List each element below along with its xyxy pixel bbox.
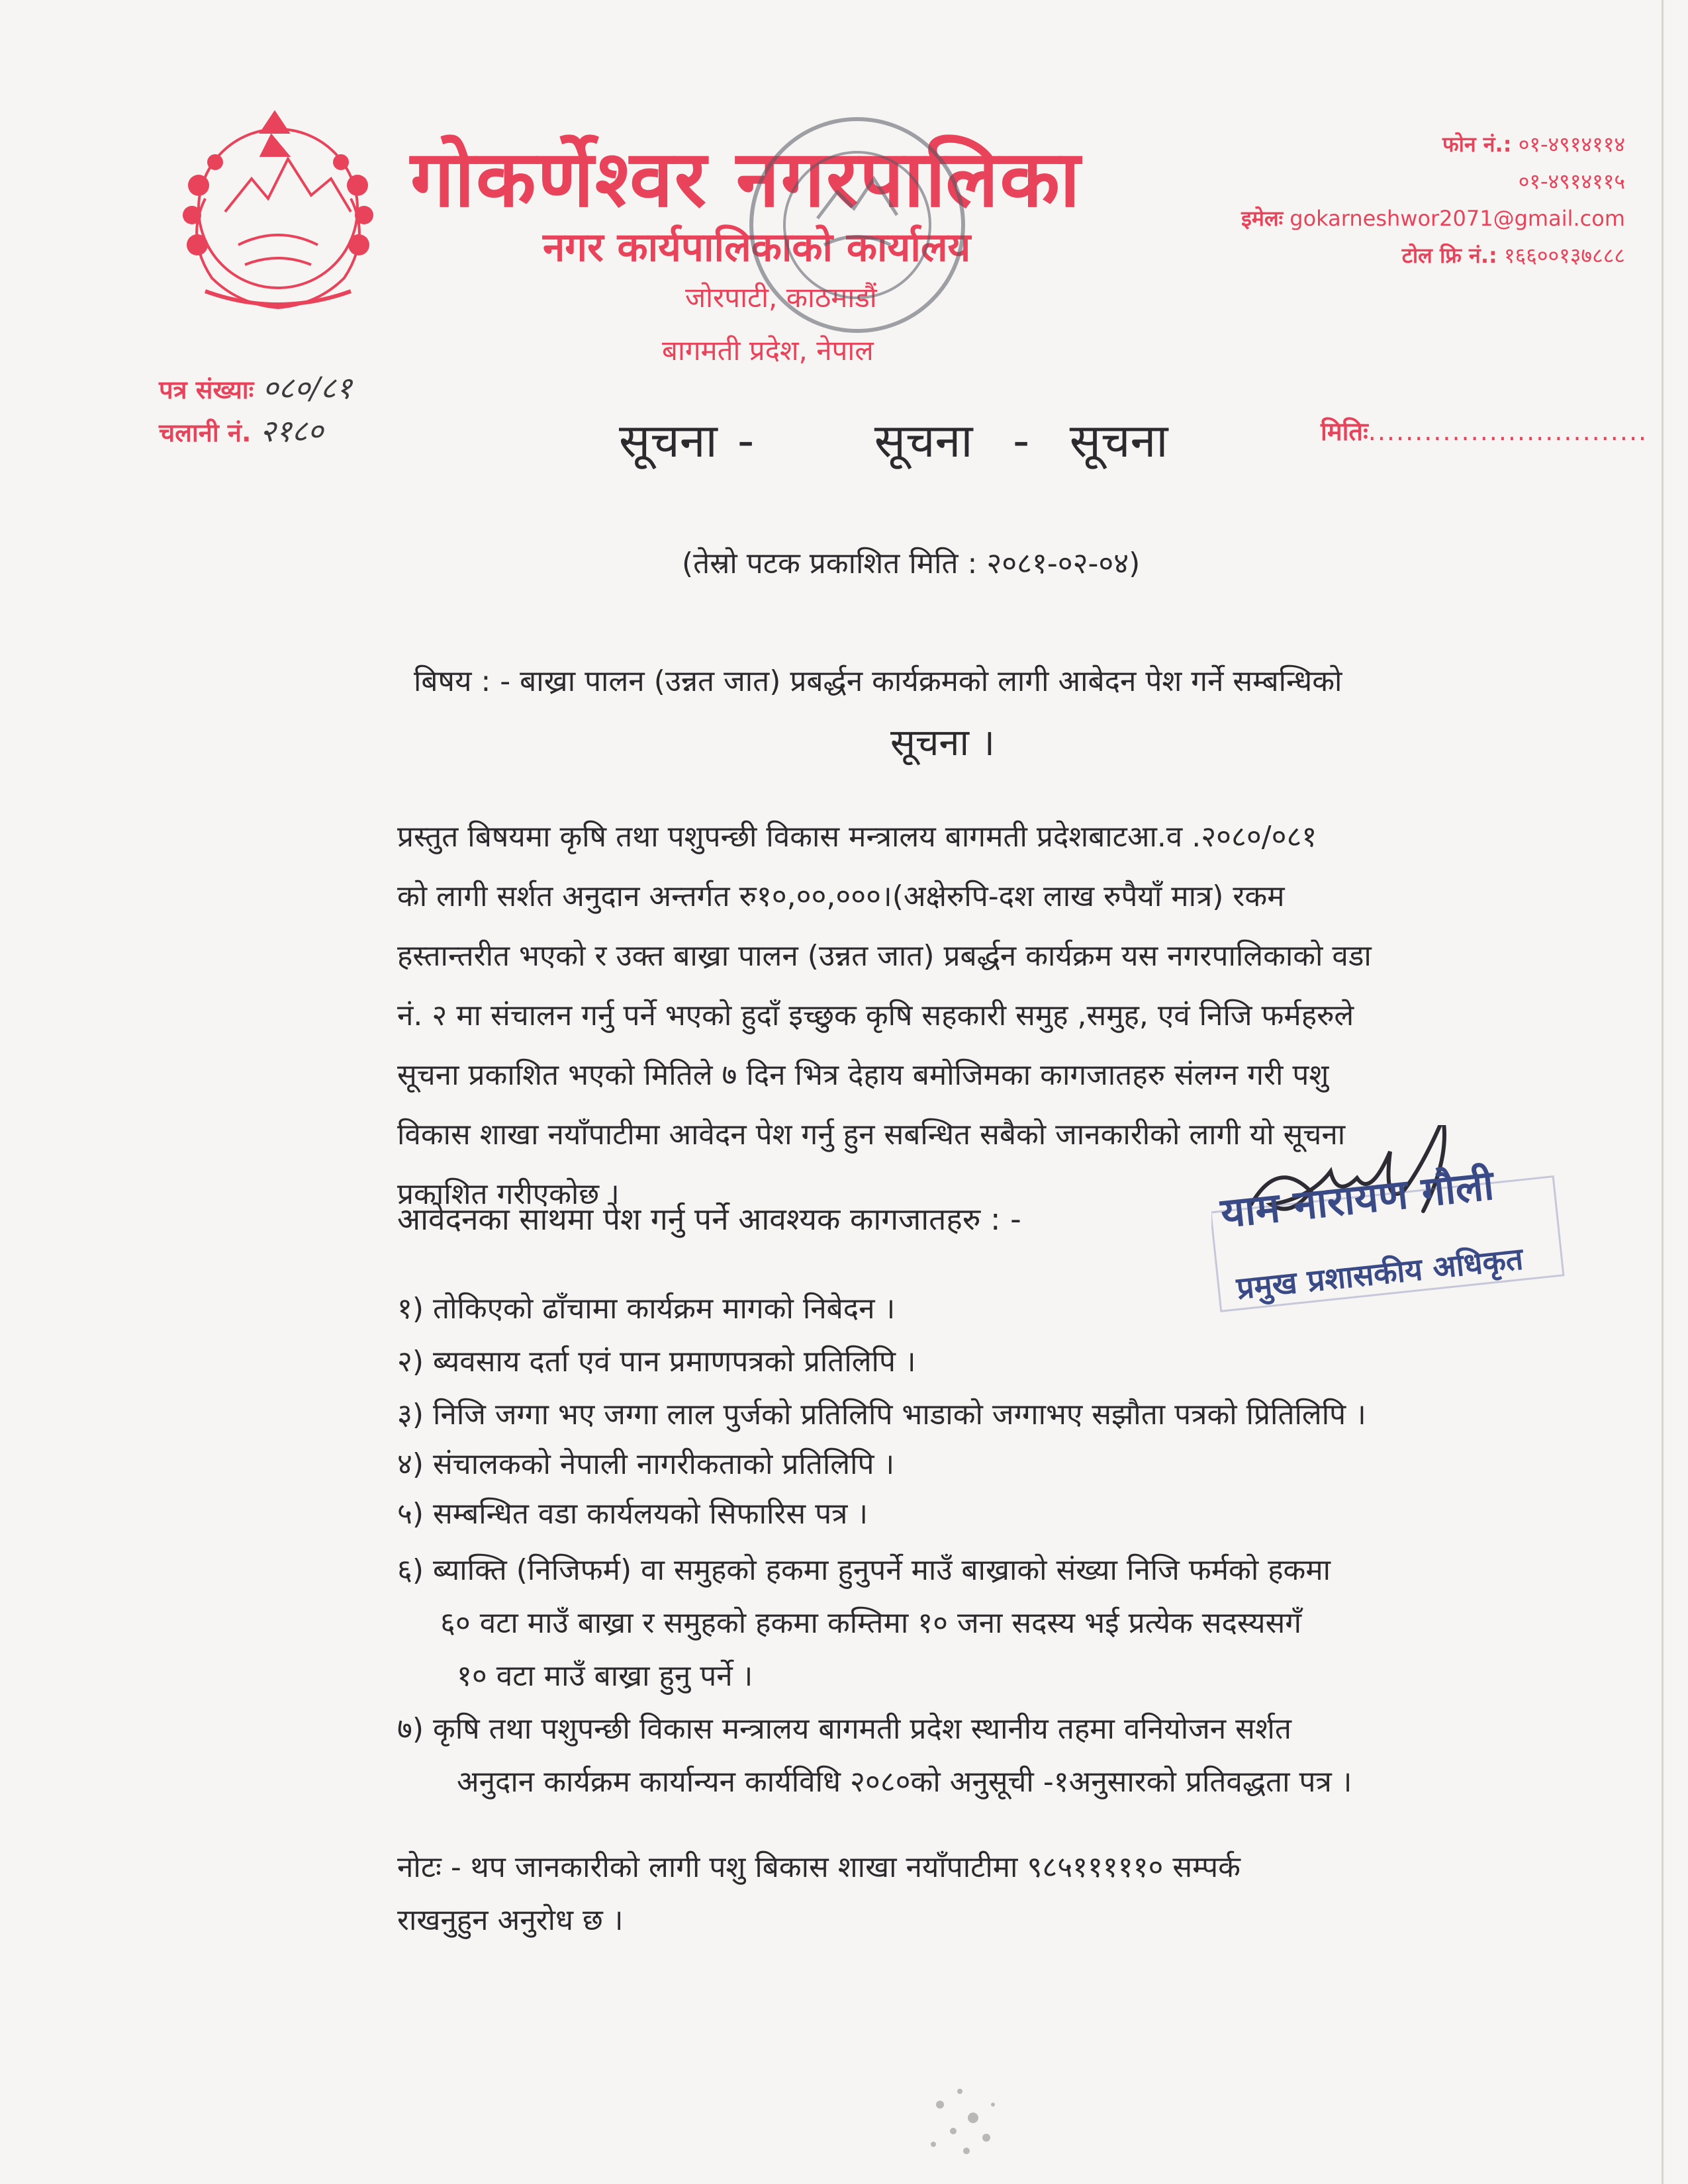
subject-notice: सूचना । [890, 721, 996, 764]
requirement-item: ५) सम्बन्धित वडा कार्यलयको सिफारिस पत्र । [397, 1497, 868, 1531]
phone-2: ०१-४९१४११५ [1518, 169, 1625, 194]
date-label: मितिः [1321, 417, 1368, 446]
paragraph-line: को लागी सर्शत अनुदान अन्तर्गत रु१०,००,०००।(अक्षेरुपि-दश लाख रुपैयाँ मात्र) रकम [397, 880, 1285, 913]
requirement-item-continued: १० वटा माउँ बाख्रा हुनु पर्ने । [457, 1659, 753, 1693]
requirement-item: ६) ब्याक्ति (निजिफर्म) वा समुहको हकमा हुनुपर्ने माउँ बाख्राको संख्या निजि फर्मको हकमा [397, 1553, 1331, 1587]
signatory-title: प्रमुख प्रशासकीय अधिकृत [1235, 1240, 1525, 1306]
subject-line: बिषय : - बाख्रा पालन (उन्नत जात) प्रबर्द्धन कार्यक्रमको लागी आबेदन पेश गर्ने सम्बन्धिको [414, 664, 1342, 698]
scan-edge-line [1662, 0, 1664, 2184]
municipality-round-stamp-icon [738, 106, 976, 344]
letter-no-value: ०८०/८१ [262, 370, 352, 406]
requirement-item-continued: ६० वटा माउँ बाख्रा र समुहको हकमा कम्तिमा १० जना सदस्य भई प्रत्येक सदस्यसगँ [440, 1606, 1302, 1640]
dispatch-no-value: २१८० [259, 413, 324, 449]
tollfree-row [1149, 237, 1625, 274]
phone-label: फोन नं.: [1442, 132, 1512, 157]
letter-no-row [159, 367, 352, 410]
nepal-emblem-icon [165, 99, 391, 318]
paragraph-line: विकास शाखा नयाँपाटीमा आवेदन पेश गर्नु हुन सबन्धित सबैको जानकारीको लागी यो सूचना [397, 1118, 1346, 1152]
reference-block [159, 367, 352, 453]
contact-block [1149, 126, 1625, 274]
tollfree-label: टोल फ्रि नं.: [1401, 243, 1497, 268]
note-line-2: राखनुहुन अनुरोध छ । [397, 1903, 624, 1937]
requirement-item-continued: अनुदान कार्यक्रम कार्यान्यन कार्यविधि २०८०को अनुसूची -१अनुसारको प्रतिवद्धता पत्र । [457, 1765, 1352, 1799]
tollfree-value: १६६००१३७८८८ [1503, 243, 1625, 268]
phone-1: ०१-४९१४११४ [1518, 132, 1625, 157]
requirement-item: १) तोकिएको ढाँचामा कार्यक्रम मागको निबेदन । [397, 1292, 896, 1326]
email-row [1149, 200, 1625, 237]
dispatch-no-row [159, 410, 352, 453]
notice-heading: सूचना - सूचना - सूचना [619, 414, 1168, 468]
org-name: गोकर्णेश्वर नगरपालिका [410, 133, 1082, 224]
requirement-item: ७) कृषि तथा पशुपन्छी विकास मन्त्रालय बागमती प्रदेश स्थानीय तहमा वनियोजन सर्शत [397, 1712, 1291, 1746]
publish-date: (तेस्रो पटक प्रकाशित मिति : २०८१-०२-०४) [682, 547, 1141, 580]
paragraph-line: प्रकाशित गरीएकोछ । [397, 1177, 620, 1211]
scan-smudge-icon [914, 2065, 1019, 2171]
paragraph-line: सूचना प्रकाशित भएको मितिले ७ दिन भित्र देहाय बमोजिमका कागजातहरु संलग्न गरी पशु [397, 1058, 1329, 1092]
requirement-item: २) ब्यवसाय दर्ता एवं पान प्रमाणपत्रको प्रतिलिपि । [397, 1345, 916, 1379]
address-line-1: जोरपाटी, काठमाडौं [685, 281, 877, 314]
documents-heading: आवेदनका साथमा पेश गर्नु पर्ने आवश्यक कागजातहरु : - [397, 1201, 1021, 1237]
letter-no-label: पत्र संख्याः [159, 375, 254, 404]
office-name: नगर कार्यपालिकाको कार्यालय [543, 224, 971, 271]
requirement-item: ४) संचालकको नेपाली नागरीकताको प्रतिलिपि । [397, 1447, 895, 1481]
phone-row [1149, 126, 1625, 163]
signatory-name: याम नारायण गौली [1218, 1160, 1497, 1238]
date-field [1321, 414, 1648, 448]
date-dots: .............................. [1368, 417, 1648, 446]
paragraph-line: प्रस्तुत बिषयमा कृषि तथा पशुपन्छी विकास मन्त्रालय बागमती प्रदेशबाटआ.व .२०८०/०८१ [397, 820, 1317, 854]
requirement-item: ३) निजि जग्गा भए जग्गा लाल पुर्जको प्रतिलिपि भाडाको जग्गाभए सझौता पत्रको प्रितिलिपि । [397, 1398, 1366, 1432]
address-line-2: बागमती प्रदेश, नेपाल [662, 334, 874, 367]
paragraph-line: नं. २ मा संचालन गर्नु पर्ने भएको हुदाँ इच्छुक कृषि सहकारी समुह ,समुह, एवं निजि फर्महरुले [397, 999, 1354, 1032]
note-line-1: नोटः - थप जानकारीको लागी पशु बिकास शाखा नयाँपाटीमा ९८५१११११० सम्पर्क [397, 1850, 1241, 1884]
paragraph-line: हस्तान्तरीत भएको र उक्त बाख्रा पालन (उन्नत जात) प्रबर्द्धन कार्यक्रम यस नगरपालिकाको वडा [397, 939, 1372, 973]
email-label: इमेलः [1241, 206, 1284, 231]
email-value: gokarneshwor2071@gmail.com [1289, 206, 1625, 231]
dispatch-no-label: चलानी नं. [159, 418, 252, 447]
